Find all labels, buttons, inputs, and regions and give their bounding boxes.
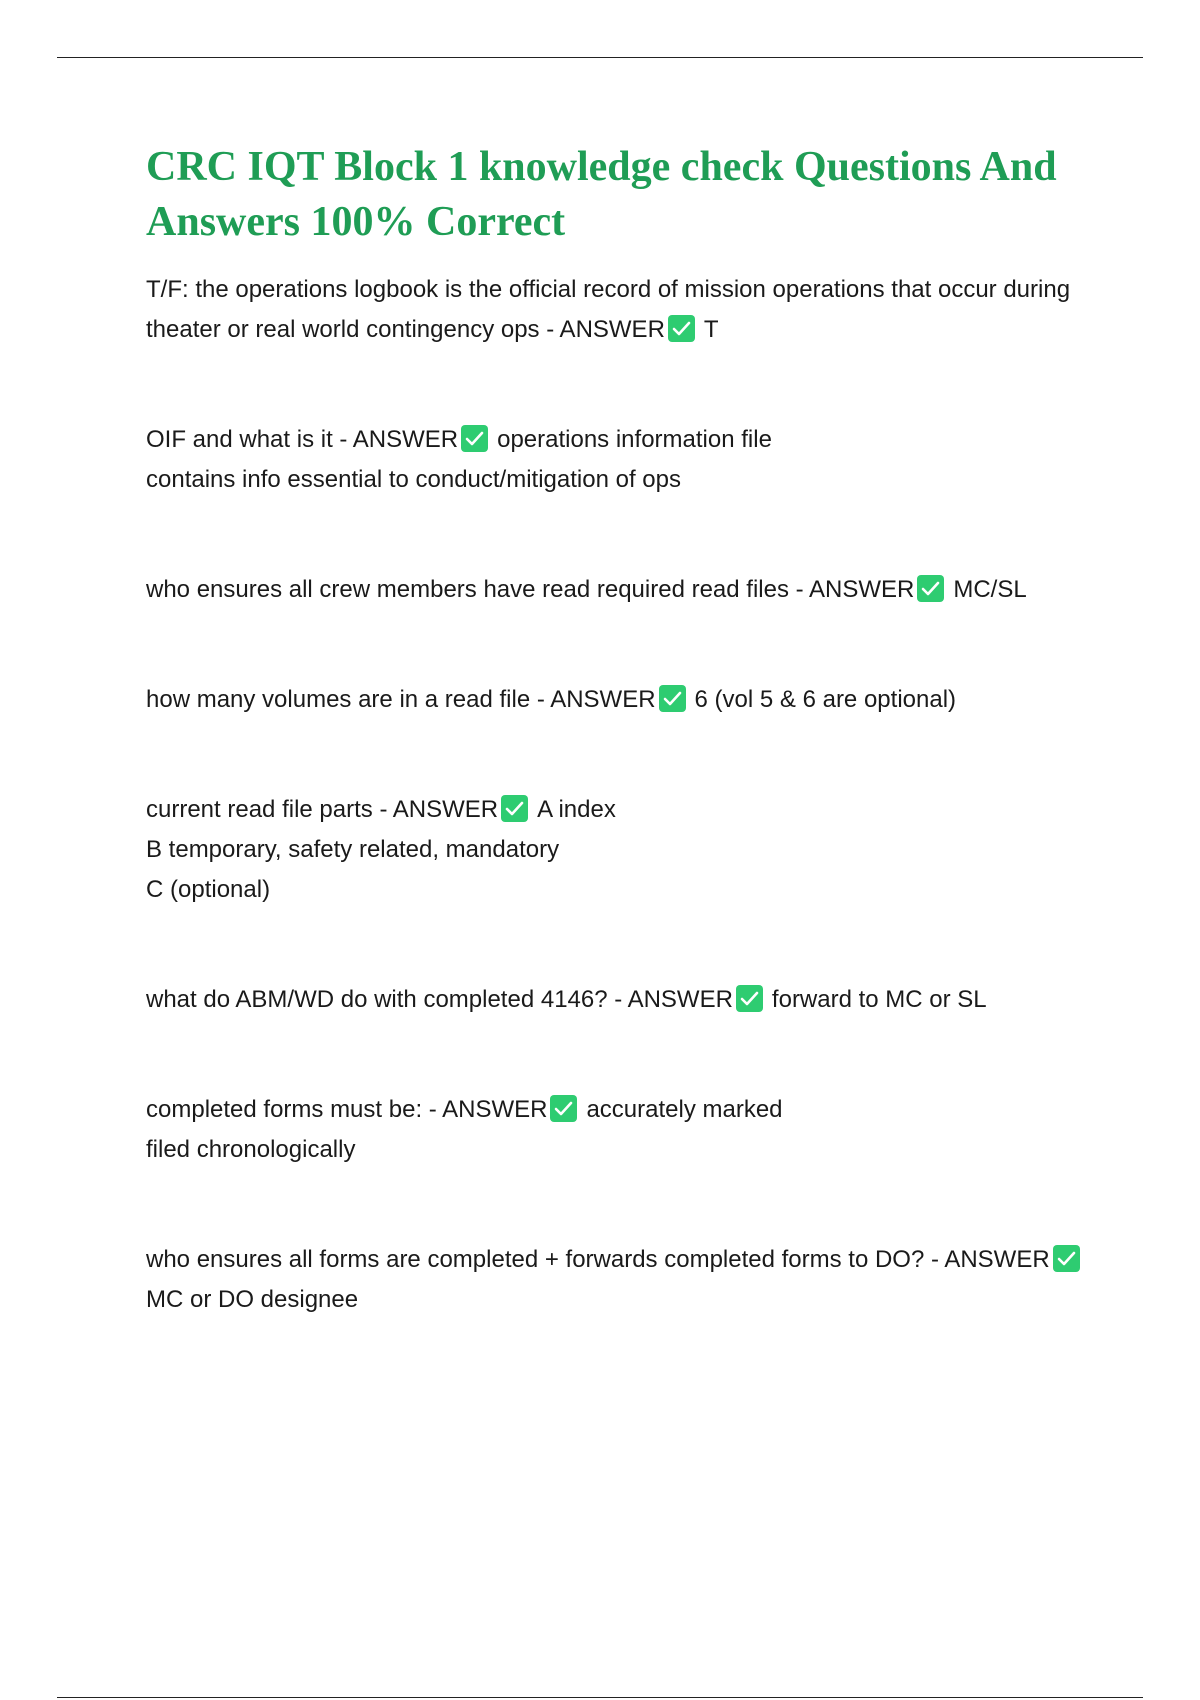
qa-item-6 [146,980,1106,1020]
answer-text: 6 (vol 5 & 6 are optional) [694,686,957,713]
answer-text: accurately marked [586,1096,783,1123]
question-text: how many volumes are in a read file - ANSWER [146,686,656,713]
top-rule [57,57,1143,58]
check-mark-icon [1053,1245,1080,1272]
answer-text: A index [537,796,616,823]
question-text: who ensures all crew members have read required read files - ANSWER [146,576,915,603]
document-body [146,140,1106,1320]
answer-continuation: contains info essential to conduct/mitigation of ops [146,466,681,493]
question-text: completed forms must be: - ANSWER [146,1096,548,1123]
check-mark-icon [917,575,944,602]
question-text: T/F: the operations logbook is the official record of mission operations that occur during theater or real world contingency ops - ANSWER [146,276,1071,343]
answer-continuation: filed chronologically [146,1136,356,1163]
question-text: who ensures all forms are completed + forwards completed forms to DO? - ANSWER [146,1246,1050,1273]
question-text: current read file parts - ANSWER [146,796,499,823]
answer-continuation: B temporary, safety related, mandatory [146,836,560,863]
qa-item-4 [146,680,1106,720]
qa-item-7 [146,1090,1106,1170]
qa-item-2 [146,420,1106,500]
answer-text: MC/SL [953,576,1027,603]
question-text: OIF and what is it - ANSWER [146,426,459,453]
question-text: what do ABM/WD do with completed 4146? - ANSWER [146,986,733,1013]
check-mark-icon [668,315,695,342]
page-title: CRC IQT Block 1 knowledge check Questions And Answers 100% Correct [146,144,1057,245]
qa-item-3 [146,570,1106,610]
qa-item-1 [146,270,1106,350]
check-mark-icon [659,685,686,712]
answer-text: operations information file [497,426,772,453]
qa-item-5 [146,790,1106,910]
answer-text: T [703,316,719,343]
qa-item-8 [146,1240,1106,1320]
check-mark-icon [550,1095,577,1122]
check-mark-icon [501,795,528,822]
check-mark-icon [736,985,763,1012]
answer-continuation: C (optional) [146,876,271,903]
bottom-rule [57,1697,1143,1698]
check-mark-icon [461,425,488,452]
answer-text: forward to MC or SL [771,986,987,1013]
answer-text: MC or DO designee [146,1286,359,1313]
